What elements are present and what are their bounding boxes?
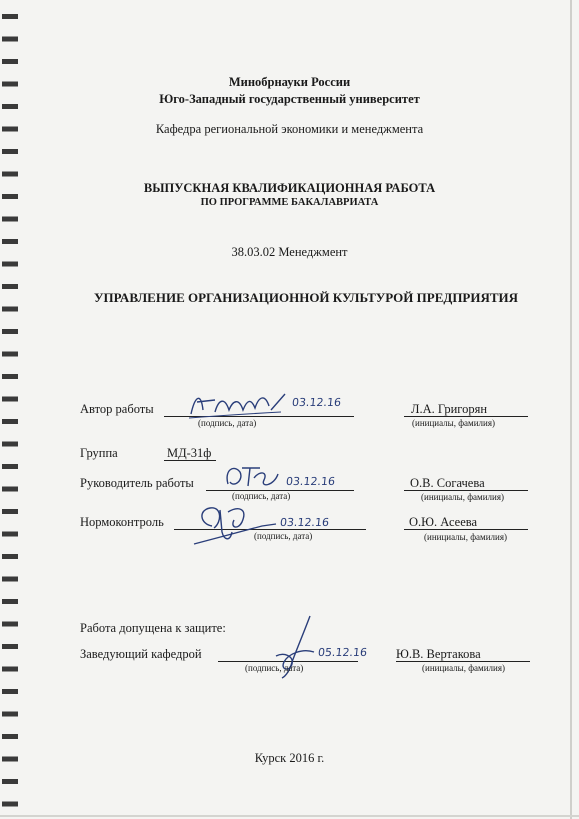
- group-line: [164, 460, 216, 461]
- author-date: 03.12.16: [291, 396, 342, 409]
- binding-slot: [2, 374, 18, 379]
- author-name: Л.А. Григорян: [411, 402, 488, 416]
- binding-slot: [2, 284, 18, 289]
- group-value: МД-31ф: [167, 446, 212, 460]
- head-name-line: [396, 661, 530, 662]
- head-date: 05.12.16: [317, 646, 368, 659]
- specialty: 38.03.02 Менеджмент: [231, 245, 348, 259]
- binding-slot: [2, 734, 18, 739]
- supervisor-signature: [220, 460, 284, 494]
- binding-slot: [2, 352, 18, 357]
- binding-slot: [2, 419, 18, 424]
- supervisor-name-caption: (инициалы, фамилия): [421, 492, 504, 502]
- author-signature: [185, 388, 295, 422]
- work-program: ПО ПРОГРАММЕ БАКАЛАВРИАТА: [200, 197, 379, 208]
- supervisor-date: 03.12.16: [285, 475, 336, 488]
- supervisor-label: Руководитель работы: [80, 476, 194, 490]
- binding-slot: [2, 487, 18, 492]
- binding-slot: [2, 712, 18, 717]
- group-label: Группа: [80, 446, 118, 460]
- normcontrol-name-line: [404, 529, 528, 530]
- binding-slot: [2, 622, 18, 627]
- author-label: Автор работы: [80, 402, 154, 416]
- work-type: ВЫПУСКНАЯ КВАЛИФИКАЦИОННАЯ РАБОТА: [143, 181, 436, 195]
- supervisor-name-line: [404, 490, 528, 491]
- binding-slot: [2, 442, 18, 447]
- head-name-caption: (инициалы, фамилия): [422, 663, 505, 673]
- ministry-name: Минобрнауки России: [228, 75, 351, 89]
- binding-slot: [2, 779, 18, 784]
- normcontrol-name: О.Ю. Асеева: [409, 515, 478, 529]
- binding-slot: [2, 397, 18, 402]
- department-name: Кафедра региональной экономики и менеджмента: [155, 122, 424, 136]
- admission-label: Работа допущена к защите:: [80, 621, 226, 635]
- binding-slot: [2, 689, 18, 694]
- binding-slot: [2, 554, 18, 559]
- binding-slot: [2, 667, 18, 672]
- author-sign-caption: (подпись, дата): [198, 418, 257, 428]
- normcontrol-label: Нормоконтроль: [80, 515, 164, 529]
- binding-slot: [2, 577, 18, 582]
- city-year: Курск 2016 г.: [254, 751, 325, 765]
- author-name-caption: (инициалы, фамилия): [412, 418, 495, 428]
- binding-slot: [2, 329, 18, 334]
- binding-slot: [2, 509, 18, 514]
- binding-slot: [2, 307, 18, 312]
- binding-slot: [2, 532, 18, 537]
- binding-slot: [2, 802, 18, 807]
- thesis-title: УПРАВЛЕНИЕ ОРГАНИЗАЦИОННОЙ КУЛЬТУРОЙ ПРЕДПРИЯТИЯ: [94, 290, 519, 305]
- binding-slot: [2, 644, 18, 649]
- binding-slot: [2, 239, 18, 244]
- normcontrol-sign-caption: (подпись, дата): [254, 531, 313, 541]
- university-name: Юго-Западный государственный университет: [159, 92, 420, 106]
- binding-slot: [2, 262, 18, 267]
- binding-slot: [2, 464, 18, 469]
- binding-slot: [2, 14, 18, 19]
- normcontrol-date: 03.12.16: [279, 516, 330, 529]
- head-sign-caption: (подпись, дата): [245, 663, 304, 673]
- head-name: Ю.В. Вертакова: [396, 647, 481, 661]
- head-label: Заведующий кафедрой: [80, 647, 202, 661]
- binding-slot: [2, 172, 18, 177]
- binding-slot: [2, 599, 18, 604]
- binding-slot: [2, 37, 18, 42]
- supervisor-name: О.В. Согачева: [410, 476, 485, 490]
- author-name-line: [404, 416, 528, 417]
- supervisor-sign-caption: (подпись, дата): [232, 491, 291, 501]
- binding-slot: [2, 217, 18, 222]
- normcontrol-signature: [192, 498, 280, 550]
- normcontrol-name-caption: (инициалы, фамилия): [424, 532, 507, 542]
- binding-slot: [2, 149, 18, 154]
- binding-slot: [2, 59, 18, 64]
